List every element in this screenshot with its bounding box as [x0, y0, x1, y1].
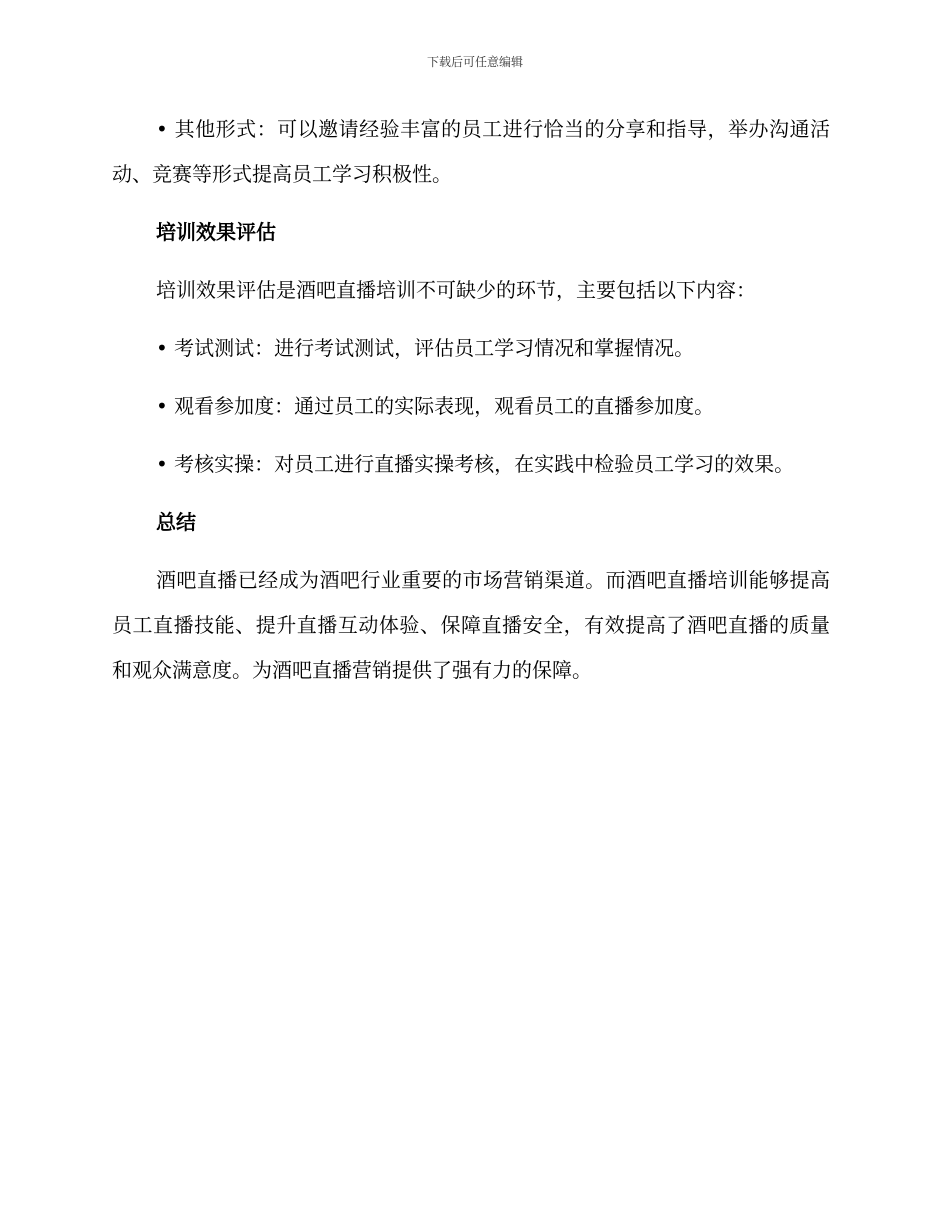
bullet-participation: • 观看参加度：通过员工的实际表现，观看员工的直播参加度。 [156, 394, 715, 418]
section-heading-summary: 总结 [156, 510, 196, 534]
paragraph-summary: 酒吧直播已经成为酒吧行业重要的市场营销渠道。而酒吧直播培训能够提高员工直播技能、提升直播互动体验、保障直播安全，有效提高了酒吧直播的质量和观众满意度。为酒吧直播营销提供了强有力的保障。 [112, 568, 830, 682]
spacer [112, 197, 830, 210]
spacer [112, 371, 830, 384]
spacer [112, 313, 830, 326]
spacer [112, 545, 830, 558]
bullet-exam-test: • 考试测试：进行考试测试，评估员工学习情况和掌握情况。 [156, 336, 695, 360]
spacer [112, 429, 830, 442]
section-heading-training-evaluation: 培训效果评估 [156, 220, 276, 244]
paragraph-other-forms: • 其他形式：可以邀请经验丰富的员工进行恰当的分享和指导，举办沟通活动、竞赛等形式提高员工学习积极性。 [112, 117, 830, 186]
spacer [112, 255, 830, 268]
paragraph-evaluation-intro: 培训效果评估是酒吧直播培训不可缺少的环节，主要包括以下内容： [156, 278, 756, 302]
bullet-practical-assessment: • 考核实操：对员工进行直播实操考核，在实践中检验员工学习的效果。 [156, 452, 795, 476]
page-header-note: 下载后可任意编辑 [426, 55, 523, 69]
document-body [112, 107, 830, 693]
spacer [112, 487, 830, 500]
